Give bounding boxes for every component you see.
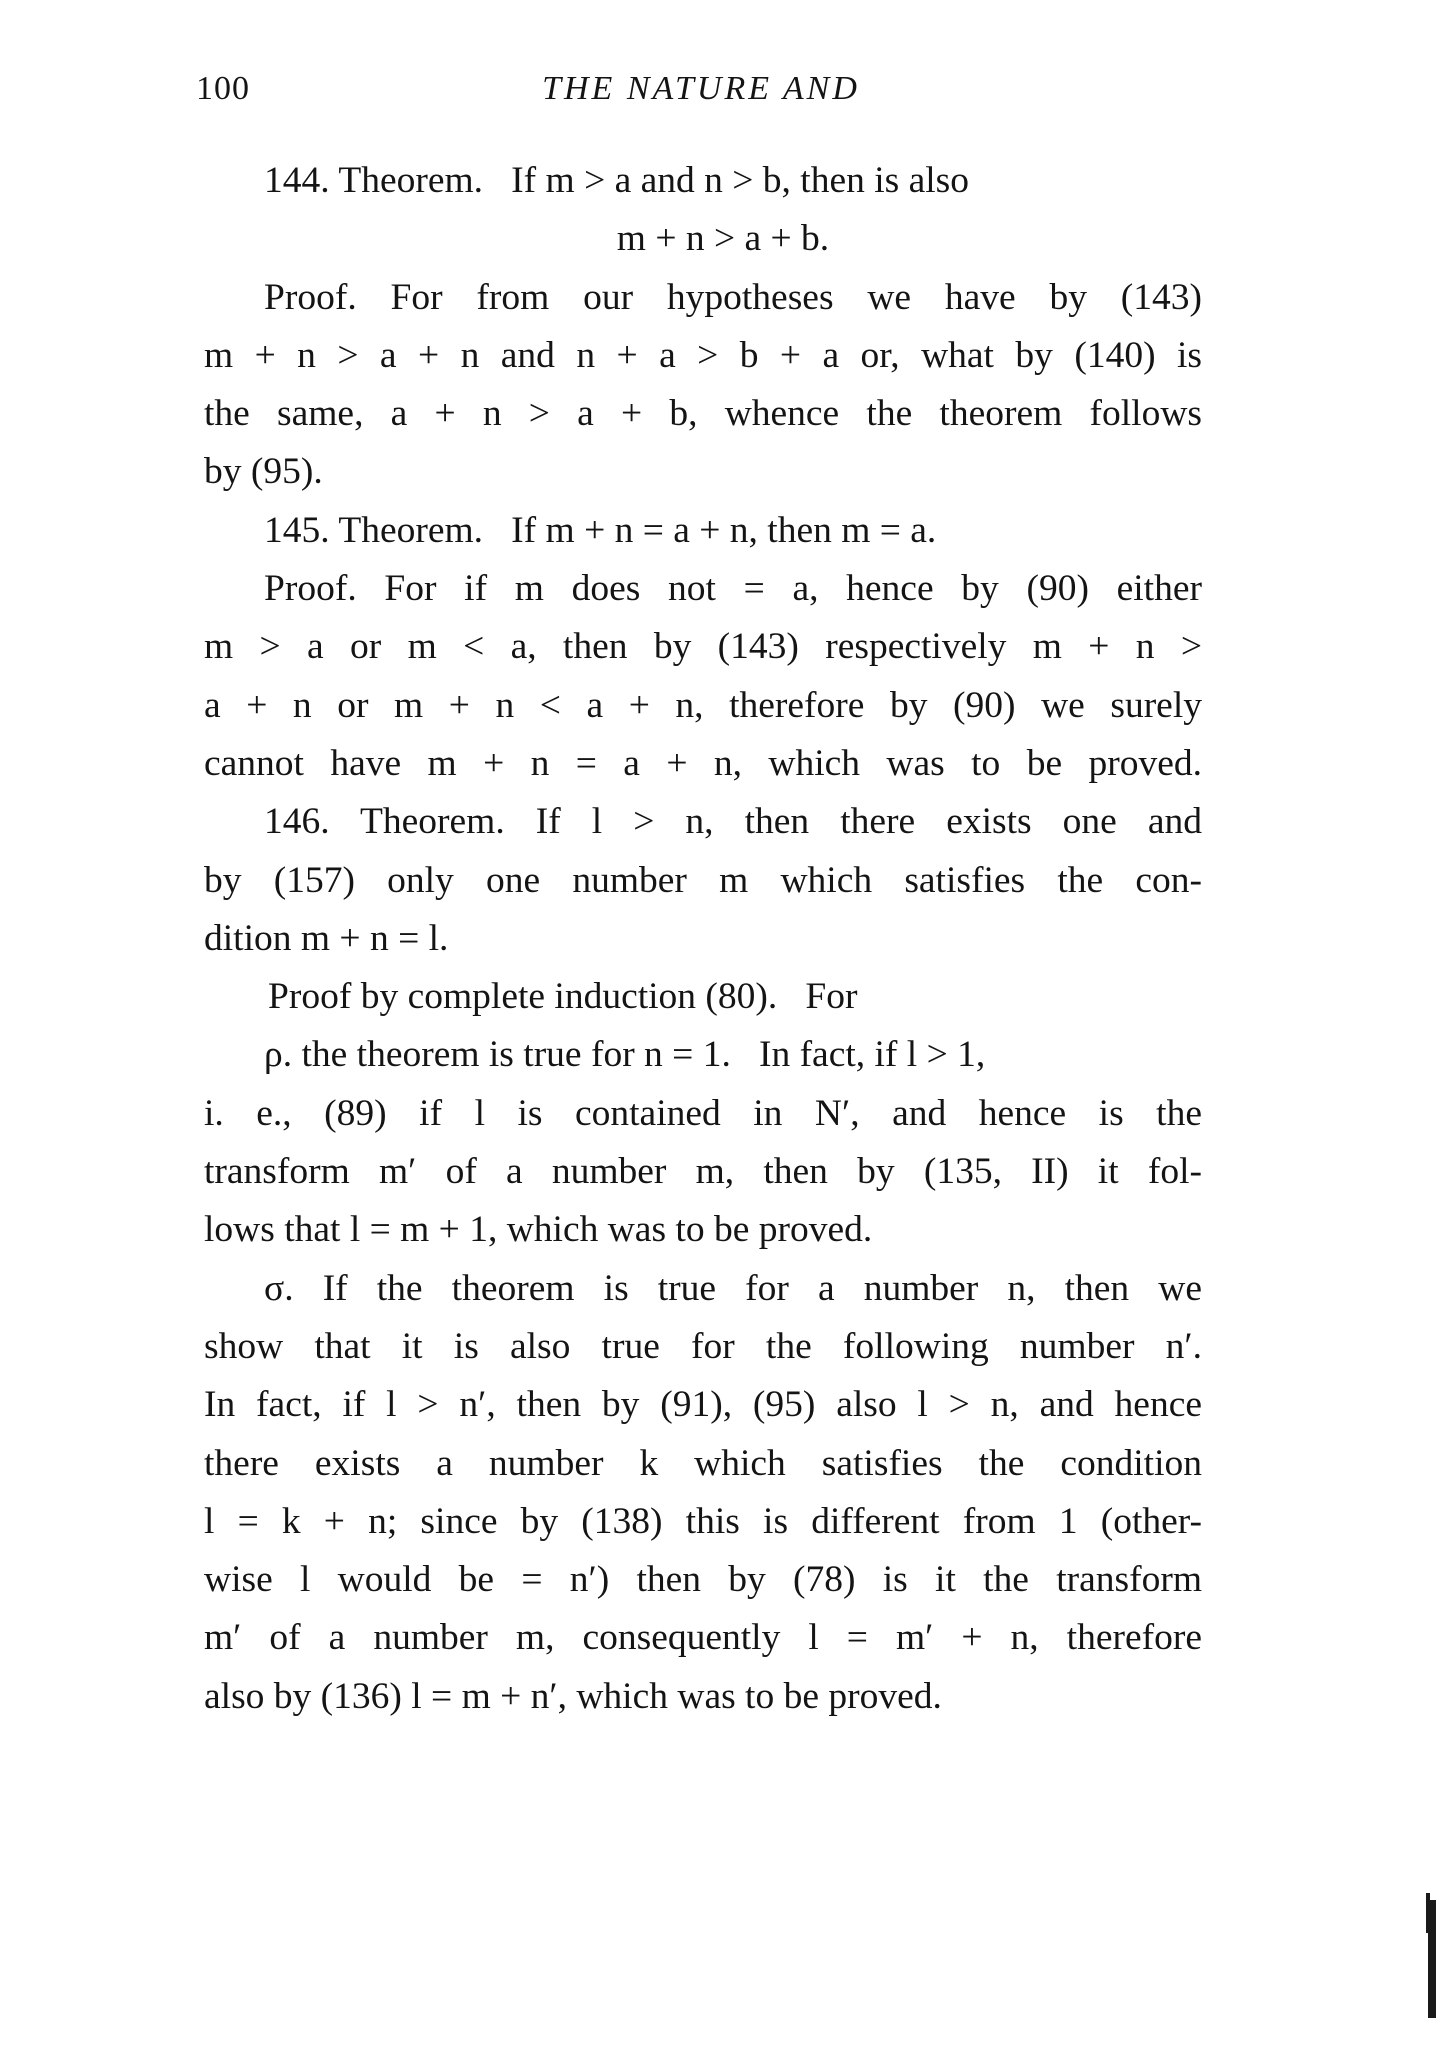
step-sigma-line-4: there exists a number k which satisfies the condition: [204, 1442, 1202, 1484]
step-sigma-line-1: σ. If the theorem is true for a number n, then we: [264, 1267, 1202, 1309]
page-number: 100: [196, 70, 250, 107]
step-sigma-line-6: wise l would be = n′) then by (78) is it the transform: [204, 1559, 1202, 1601]
page-header: [196, 70, 1206, 120]
proof-145-line-1: Proof. For if m does not = a, hence by (90) either: [264, 568, 1202, 610]
theorem-146-line-2: by (157) only one number m which satisfies the con-: [204, 859, 1202, 901]
step-sigma-line-7: m′ of a number m, consequently l = m′ + n, therefore: [204, 1617, 1202, 1659]
scan-edge-bar: [1428, 1900, 1436, 2018]
step-rho-line-2: i. e., (89) if l is contained in N′, and hence is the: [204, 1092, 1202, 1134]
step-sigma-line-5: l = k + n; since by (138) this is different from 1 (other-: [204, 1500, 1202, 1542]
theorem-144-formula: m + n > a + b.: [616, 218, 830, 260]
proof-145-line-3: a + n or m + n < a + n, therefore by (90) we surely: [204, 684, 1202, 726]
step-rho-line-1: ρ. the theorem is true for n = 1. In fact, if l > 1,: [264, 1034, 986, 1076]
proof-144-line-4: by (95).: [204, 451, 323, 493]
step-sigma-line-3: In fact, if l > n′, then by (91), (95) also l > n, and hence: [204, 1384, 1202, 1426]
theorem-146-line-1: 146. Theorem. If l > n, then there exists one and: [264, 801, 1202, 843]
proof-146-intro: Proof by complete induction (80). For: [268, 976, 858, 1018]
proof-144-line-2: m + n > a + n and n + a > b + a or, what by (140) is: [204, 334, 1202, 376]
theorem-146-line-3: dition m + n = l.: [204, 917, 449, 959]
theorem-144-statement: 144. Theorem. If m > a and n > b, then is also: [264, 160, 970, 201]
step-rho-line-3: transform m′ of a number m, then by (135, II) it fol-: [204, 1151, 1202, 1193]
running-title: THE NATURE AND: [542, 70, 860, 107]
step-sigma-line-8: also by (136) l = m + n′, which was to be proved.: [204, 1675, 942, 1717]
step-rho-line-4: lows that l = m + 1, which was to be proved.: [204, 1209, 873, 1251]
theorem-145-statement: 145. Theorem. If m + n = a + n, then m = a.: [264, 509, 937, 551]
proof-144-line-1: Proof. For from our hypotheses we have by (143): [264, 276, 1202, 318]
step-sigma-line-2: show that it is also true for the following number n′.: [204, 1325, 1202, 1367]
proof-145-line-4: cannot have m + n = a + n, which was to be proved.: [204, 742, 1202, 784]
proof-144-line-3: the same, a + n > a + b, whence the theorem follows: [204, 393, 1202, 435]
body-text: [204, 152, 1202, 1726]
proof-145-line-2: m > a or m < a, then by (143) respectively m + n >: [204, 626, 1202, 668]
